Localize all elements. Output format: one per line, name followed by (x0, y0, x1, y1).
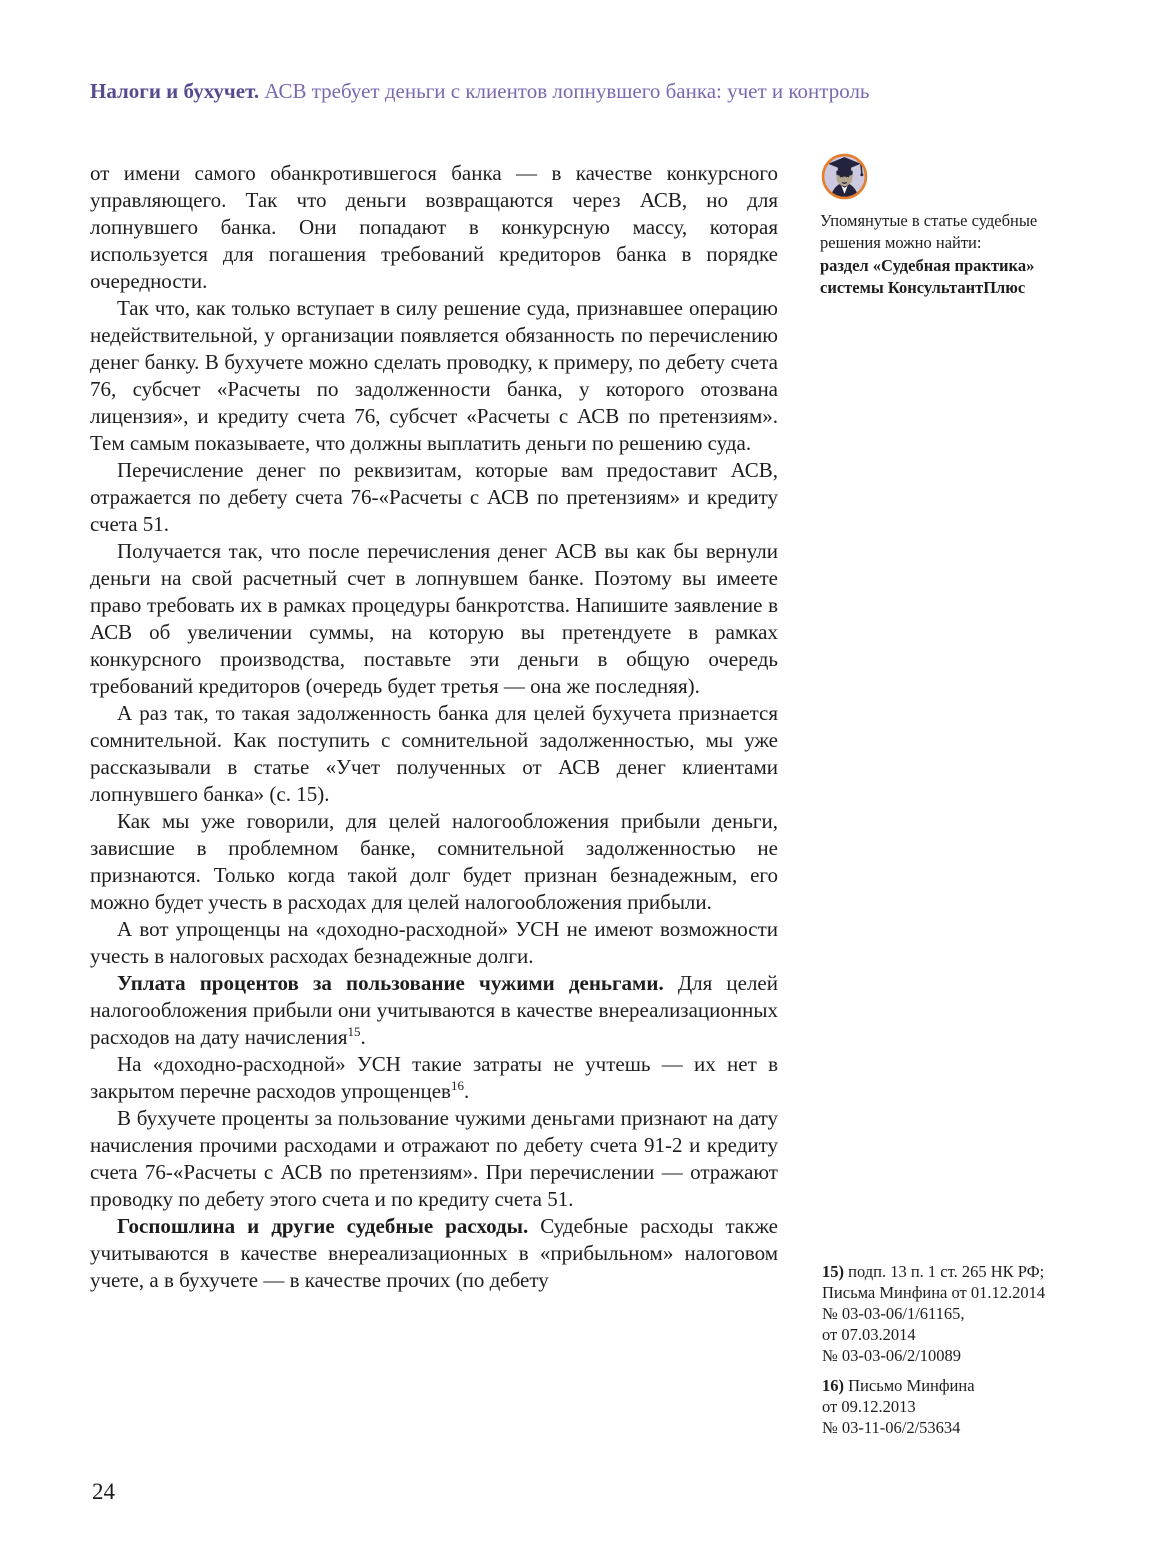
footnote-line: Письма Минфина от 01.12.2014 (822, 1283, 1046, 1302)
text-segment: . (463, 1079, 470, 1103)
text-segment: В бухучете проценты за пользование чужими деньгами признают на дату начисления прочими расходами и отражают по дебету счета 91-2 и кредиту счета 76-«Расчеты с АСВ по претензиям». При перечислении — отражают проводку по дебету этого счета и по кредиту счета 51. (90, 1106, 778, 1211)
footnotes (822, 1261, 1060, 1447)
paragraph (90, 160, 778, 295)
graduate-judge-icon (820, 152, 869, 201)
footnote-line: от 09.12.2013 (822, 1397, 916, 1416)
footnote-reference: 16 (450, 1078, 464, 1093)
paragraph (90, 970, 778, 1051)
paragraph (90, 538, 778, 700)
text-segment: Так что, как только вступает в силу решение суда, признавшее операцию недействительной, у организации появляется обязанность по перечислению денег банку. В бухучете можно сделать проводку, к примеру, по дебету счета 76, субсчет «Расчеты по задолженности банка, у которого отозвана лицензия», и кредиту счета 76, субсчет «Расчеты с АСВ по претензиям». Тем самым показываете, что должны выплатить деньги по решению суда. (90, 296, 778, 455)
footnote-number: 16) (822, 1376, 849, 1395)
footnote-line: № 03-03-06/2/10089 (822, 1346, 962, 1365)
paragraph (90, 1051, 778, 1105)
footnote (822, 1261, 1060, 1366)
footnote-number: 15) (822, 1262, 849, 1281)
paragraph (90, 295, 778, 457)
footnote-line: № 03-03-06/1/61165, (822, 1304, 965, 1323)
footnote-line: № 03-11-06/2/53634 (822, 1418, 961, 1437)
footnote (822, 1375, 1060, 1438)
paragraph (90, 916, 778, 970)
article-title: АСВ требует деньги с клиентов лопнувшего банка: учет и контроль (259, 79, 870, 103)
paragraph (90, 457, 778, 538)
text-segment: Для целей налогообложения прибыли они учитываются в качестве внереализационных расходов на дату начисления (90, 971, 778, 1049)
footnote-line: подп. 13 п. 1 ст. 265 НК РФ; (848, 1262, 1045, 1281)
footnote-line: Письмо Минфина (848, 1376, 975, 1395)
page-number: 24 (92, 1479, 115, 1504)
article-body (90, 160, 778, 1294)
note-text: Упомянутые в статье судебные решения можно найти: (820, 211, 1038, 252)
text-segment: Перечисление денег по реквизитам, которые вам предоставит АСВ, отражается по дебету счета 76-«Расчеты с АСВ по претензиям» и кредиту счета 51. (90, 458, 778, 536)
note-reference: раздел «Судебная практика» системы КонсультантПлюс (820, 256, 1035, 297)
text-segment: Получается так, что после перечисления денег АСВ вы как бы вернули деньги на свой расчетный счет в лопнувшем банке. Поэтому вы имеете право требовать их в рамках процедуры банкротства. Напишите заявление в АСВ об увеличении суммы, на которую вы претендуете в рамках конкурсного производства, поставьте эти деньги в общую очередь требований кредиторов (очередь будет третья — она же последняя). (90, 539, 778, 698)
text-segment: А вот упрощенцы на «доходно-расходной» УСН не имеют возможности учесть в налоговых расходах безнадежные долги. (90, 917, 778, 968)
section-title: Налоги и бухучет. (90, 79, 260, 103)
footnote-reference: 15 (347, 1024, 361, 1039)
text-segment: А раз так, то такая задолженность банка для целей бухучета признается сомнительной. Как поступить с сомнительной задолженностью, мы уже рассказывали в статье «Учет полученных от АСВ денег клиентами лопнувшего банка» (с. 15). (90, 701, 778, 806)
paragraph (90, 1213, 778, 1294)
paragraph (90, 1105, 778, 1213)
page-header (90, 78, 1080, 105)
paragraph (90, 700, 778, 808)
text-segment: . (360, 1025, 366, 1049)
text-segment: На «доходно-расходной» УСН такие затраты не учтешь — их нет в закрытом перечне расходов упрощенцев (90, 1052, 778, 1103)
paragraph (90, 808, 778, 916)
run-in-heading: Уплата процентов за пользование чужими деньгами. (117, 971, 664, 995)
consultant-plus-note (820, 152, 1048, 298)
text-segment: Как мы уже говорили, для целей налогообложения прибыли деньги, зависшие в проблемном банке, сомнительной задолженностью не признаются. Только когда такой долг будет признан безнадежным, его можно будет учесть в расходах для целей налогообложения прибыли. (90, 809, 778, 914)
text-segment: от имени самого обанкротившегося банка — в качестве конкурсного управляющего. Так что деньги возвращаются через АСВ, но для лопнувшего банка. Они попадают в конкурсную массу, которая используется для погашения требований кредиторов банка в порядке очередности. (90, 161, 778, 293)
text-segment: Судебные расходы также учитываются в качестве внереализационных в «прибыльном» налоговом учете, а в бухучете — в качестве прочих (по дебету (90, 1214, 778, 1292)
footnote-line: от 07.03.2014 (822, 1325, 916, 1344)
run-in-heading: Госпошлина и другие судебные расходы. (117, 1214, 529, 1238)
